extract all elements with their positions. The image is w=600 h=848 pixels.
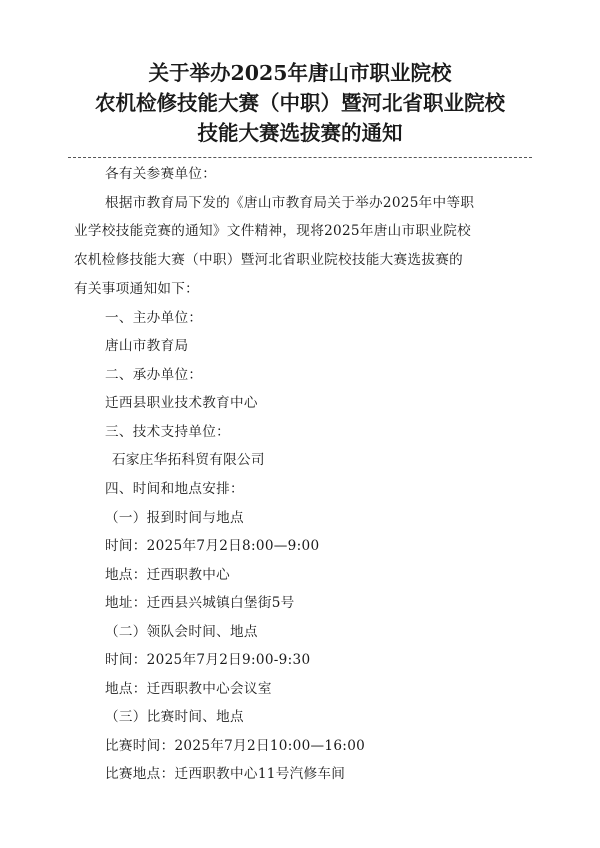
sub-registration-heading: （一）报到时间与地点 xyxy=(105,510,244,526)
section-support-value: 石家庄华拓科贸有限公司 xyxy=(112,452,265,468)
sub-competition-place: 比赛地点：迁西职教中心11号汽修车间 xyxy=(105,766,346,782)
sub-registration-address: 地址：迁西县兴城镇白堡街5号 xyxy=(105,595,295,611)
title-line-1: 关于举办2025年唐山市职业院校 xyxy=(148,61,452,85)
section-support-heading: 三、技术支持单位： xyxy=(105,424,231,440)
section-organizer-heading: 一、主办单位： xyxy=(105,310,203,326)
sub-meeting-time: 时间：2025年7月2日9:00-9:30 xyxy=(105,652,311,668)
sub-registration-time: 时间：2025年7月2日8:00—9:00 xyxy=(105,538,320,554)
intro-line-2: 业学校技能竞赛的通知》文件精神，现将2025年唐山市职业院校 xyxy=(74,223,472,239)
sub-meeting-heading: （二）领队会时间、地点 xyxy=(105,624,258,640)
sub-competition-time: 比赛时间：2025年7月2日10:00—16:00 xyxy=(105,738,366,754)
section-host-value: 迁西县职业技术教育中心 xyxy=(105,395,258,411)
title-line-3: 技能大赛选拔赛的通知 xyxy=(197,121,403,145)
intro-line-3: 农机检修技能大赛（中职）暨河北省职业院校技能大赛选拔赛的 xyxy=(74,252,464,268)
sub-competition-heading: （三）比赛时间、地点 xyxy=(105,709,244,725)
section-schedule-heading: 四、时间和地点安排： xyxy=(105,481,244,497)
sub-meeting-place: 地点：迁西职教中心会议室 xyxy=(105,681,272,697)
intro-line-1: 根据市教育局下发的《唐山市教育局关于举办2025年中等职 xyxy=(105,195,475,211)
section-organizer-value: 唐山市教育局 xyxy=(105,338,189,354)
intro-line-4: 有关事项通知如下： xyxy=(74,281,200,297)
section-host-heading: 二、承办单位： xyxy=(105,367,203,383)
title-divider xyxy=(68,157,532,158)
title-line-2: 农机检修技能大赛（中职）暨河北省职业院校 xyxy=(95,91,505,115)
sub-registration-place: 地点：迁西职教中心 xyxy=(105,567,231,583)
salutation: 各有关参赛单位： xyxy=(105,166,217,182)
